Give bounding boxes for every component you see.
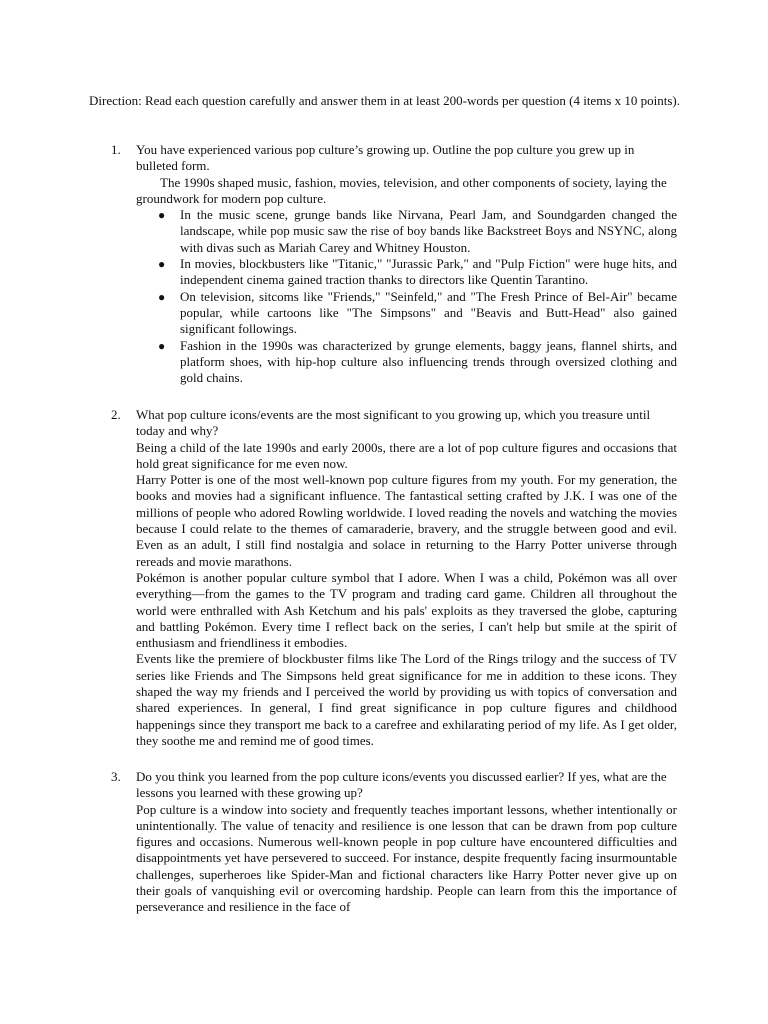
question-number: 3. — [111, 769, 121, 784]
question-3 — [111, 769, 677, 919]
bullet-icon: ● — [158, 289, 166, 304]
question-number: 1. — [111, 142, 121, 157]
question-1 — [111, 142, 677, 386]
question-text: You have experienced various pop culture’s growing up. Outline the pop culture you grew up in bulleted form. — [136, 142, 635, 174]
bullet-icon: ● — [158, 208, 166, 223]
question-2 — [111, 407, 677, 749]
direction-text: Direction: Read each question carefully and answer them in at least 200-words per question (4 items x 10 points). — [89, 93, 680, 108]
answer-paragraph: Pop culture is a window into society and frequently teaches important lessons, whether intentionally or unintentionally. The value of tenacity and resilience is one lesson that can be drawn from pop culture figures and occasions. Numerous well-known people in pop culture have encountered difficulties and disappointments yet have persevered to succeed. For instance, despite frequently facing insurmountable challenges, superheroes like Spider-Man and fictional characters like Harry Potter never give up on their goals of vanquishing evil or overcoming hardship. People can learn from this the importance of perseverance and resilience in the face of — [136, 801, 677, 915]
bullet-list — [136, 207, 677, 386]
list-item: ● In the music scene, grunge bands like Nirvana, Pearl Jam, and Soundgarden changed the landscape, while pop music saw the rise of boy bands like Backstreet Boys and NSYNC, along with divas such as Mariah Carey and Whitney Houston. — [158, 207, 677, 255]
list-item: ● Fashion in the 1990s was characterized by grunge elements, baggy jeans, flannel shirts, and platform shoes, with hip-hop culture also influencing trends through oversized clothing and gold chains. — [158, 337, 677, 386]
answer-paragraph: Harry Potter is one of the most well-known pop culture figures from my youth. For my generation, the books and movies had a significant influence. The fantastical setting crafted by J.K. I was one of the millions of people who adored Rowling worldwide. I loved reading the novels and watching the movies because I could relate to the themes of camaraderie, bravery, and the struggle between good and evil. Even as an adult, I still find nostalgia and solace in returning to the Harry Potter universe through rereads and movie marathons. — [136, 472, 677, 569]
list-item: ● In movies, blockbusters like "Titanic," "Jurassic Park," and "Pulp Fiction" were huge hits, and independent cinema gained traction thanks to directors like Quentin Tarantino. — [158, 256, 677, 288]
list-item: ● On television, sitcoms like "Friends," "Seinfeld," and "The Fresh Prince of Bel-Air" became popular, while cartoons like "The Simpsons" and "Beavis and Butt-Head" also gained significant followings. — [158, 288, 677, 337]
question-text: Do you think you learned from the pop culture icons/events you discussed earlier? If yes, what are the lessons you learned with these growing up? — [136, 769, 667, 801]
answer-intro: The 1990s shaped music, fashion, movies, television, and other components of society, laying the groundwork for modern pop culture. — [136, 174, 667, 206]
answer-paragraph: Events like the premiere of blockbuster films like The Lord of the Rings trilogy and the success of TV series like Friends and The Simpsons held great significance for me in addition to these icons. They shaped the way my friends and I perceived the world by providing us with topics of conversation and shared experiences. In general, I find great significance in pop culture figures and childhood happenings since they transport me back to a carefree and exhilarating period of my life. As I get older, they soothe me and remind me of good times. — [136, 651, 677, 748]
question-number: 2. — [111, 407, 121, 422]
answer-paragraph: Pokémon is another popular culture symbol that I adore. When I was a child, Pokémon was all over everything—from the games to the TV program and trading card game. Children all throughout the world were enthralled with Ash Ketchum and his pals' exploits as they traversed the globe, capturing and battling Pokémon. Every time I reflect back on the series, I can't help but smile at the spirit of enthusiasm and friendliness it embodies. — [136, 569, 677, 651]
question-text: What pop culture icons/events are the most significant to you growing up, which you treasure until today and why? — [136, 407, 651, 439]
bullet-icon: ● — [158, 257, 166, 272]
answer-paragraph: Being a child of the late 1990s and early 2000s, there are a lot of pop culture figures and occasions that hold great significance for me even now. — [136, 439, 677, 471]
bullet-icon: ● — [158, 338, 166, 353]
